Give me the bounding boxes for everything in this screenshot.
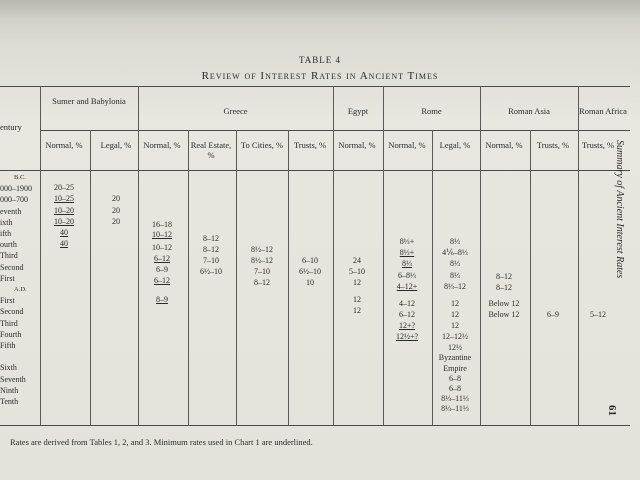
table-cell: 8⅓ xyxy=(402,259,412,269)
table-cell: 12½ xyxy=(448,343,462,353)
table-cell: 6–12 xyxy=(154,276,170,286)
column-divider xyxy=(530,130,531,425)
column-divider xyxy=(90,130,91,425)
column-header: Trusts, % xyxy=(536,140,570,150)
table-cell: 6–8⅓ xyxy=(398,270,416,280)
table-cell: 12+? xyxy=(398,320,416,330)
table-cell: 8–9 xyxy=(156,295,168,305)
century-label: Fifth xyxy=(0,341,16,350)
table-cell: 6–9 xyxy=(547,309,559,319)
table-cell: 24 xyxy=(353,256,361,265)
table-cell: 12 xyxy=(451,320,459,330)
table-cell: 8⅓–11⅓ xyxy=(441,393,469,403)
century-label: ixth xyxy=(0,217,13,227)
table-cell: 12 xyxy=(451,298,459,308)
century-label: Second xyxy=(0,262,24,272)
table-cell: 10–12 xyxy=(152,242,172,252)
table-cell: 8½–12 xyxy=(251,244,273,254)
table-cell: 6–8 xyxy=(449,373,461,383)
table-cell: 8–12 xyxy=(203,244,219,254)
table-cell: 8⅓ xyxy=(450,259,460,269)
region-header: Roman Africa xyxy=(579,106,627,116)
table-cell: 20 xyxy=(112,216,120,226)
table-cell: 8⅓ xyxy=(450,236,460,246)
page-number: 61 xyxy=(606,405,618,416)
table-cell: 10–25 xyxy=(54,194,74,204)
century-label: Ninth xyxy=(0,385,19,395)
table-cell: 8⅓+ xyxy=(399,236,415,246)
table-cell: 4–12+ xyxy=(396,281,418,291)
column-header: Trusts, % xyxy=(293,140,327,150)
column-header: Legal, % xyxy=(439,140,471,150)
century-label: Tenth xyxy=(0,397,19,406)
table-cell: 8–12 xyxy=(254,278,270,288)
table-cell: 6–10 xyxy=(302,256,318,265)
region-header: Roman Asia xyxy=(508,106,550,116)
table-cell: 10 xyxy=(306,278,314,288)
table-cell: Below 12 xyxy=(488,309,520,319)
table-cell: 12–12½ xyxy=(442,332,468,342)
table-cell: 8⅓ xyxy=(450,270,460,280)
century-label: Third xyxy=(0,251,18,261)
column-header: Normal, % xyxy=(485,140,523,150)
table-cell: 6–8 xyxy=(449,383,461,393)
table-cell: 10–12 xyxy=(152,230,172,240)
table-cell: 12 xyxy=(353,306,361,316)
table-cell: 12 xyxy=(353,278,361,288)
column-header: To Cities, % xyxy=(240,140,284,150)
table-cell: 6½–10 xyxy=(299,267,321,277)
table-cell: Below 12 xyxy=(488,298,520,308)
table-cell: 6–12 xyxy=(399,309,415,319)
table-cell: 40 xyxy=(60,228,68,237)
running-title: Summary of Ancient Interest Rates xyxy=(614,140,625,279)
table-number: TABLE 4 xyxy=(298,55,342,65)
table-cell: 20 xyxy=(112,194,120,204)
century-label: First xyxy=(0,296,15,306)
column-divider xyxy=(578,86,579,425)
table-cell: 8–12 xyxy=(496,282,512,292)
top-rule xyxy=(0,86,630,87)
table-cell: 16–18 xyxy=(152,220,172,230)
column-header: Normal, % xyxy=(338,140,376,150)
subheader-rule xyxy=(40,130,630,131)
column-divider xyxy=(188,130,189,425)
table-cell: 4⅙–8⅓ xyxy=(442,248,468,258)
column-divider xyxy=(480,86,481,425)
table-cell: 5–12 xyxy=(590,309,606,319)
table-cell: 6–9 xyxy=(156,264,168,274)
column-divider xyxy=(236,130,237,425)
footnote: Rates are derived from Tables 1, 2, and 3. Minimum rates used in Chart 1 are underlined. xyxy=(10,437,313,447)
column-header: Normal, % xyxy=(143,140,181,150)
century-label: Second xyxy=(0,307,24,317)
table-cell: 12½+? xyxy=(395,332,419,342)
century-label: ourth xyxy=(0,240,17,250)
region-header: Sumer and Babylonia xyxy=(52,96,126,106)
column-header: Legal, % xyxy=(100,140,132,150)
table-cell: 12 xyxy=(451,309,459,319)
century-label: Fourth xyxy=(0,329,22,339)
bottom-rule xyxy=(0,425,630,426)
table-cell: 10–20 xyxy=(54,205,74,215)
region-header: Greece xyxy=(223,106,248,116)
table-cell: Byzantine xyxy=(438,353,472,363)
century-label: 000–1900 xyxy=(0,184,32,194)
header-bottom-rule xyxy=(0,170,630,171)
table-cell: 8⅓+ xyxy=(399,248,415,258)
table-cell: 6½–10 xyxy=(200,267,222,277)
century-label: Third xyxy=(0,318,18,328)
century-label: ifth xyxy=(0,229,12,238)
column-header: Trusts, % xyxy=(581,140,615,150)
table-cell: 6–12 xyxy=(154,253,170,263)
region-header: Rome xyxy=(421,106,442,116)
column-header: Normal, % xyxy=(388,140,426,150)
century-label: eventh xyxy=(0,206,22,216)
table-cell: 40 xyxy=(60,239,68,249)
table-cell: 20–25 xyxy=(54,183,74,193)
table-cell: Empire xyxy=(443,363,467,373)
table-cell: 12 xyxy=(353,295,361,305)
table-cell: 5–10 xyxy=(349,267,365,277)
column-header: Real Estate, % xyxy=(190,140,232,160)
page-top-edge xyxy=(0,0,640,18)
column-header: Normal, % xyxy=(45,140,83,150)
table-cell: 10–20 xyxy=(54,216,74,226)
region-header: Egypt xyxy=(347,106,369,116)
table-cell: 8⅓–12 xyxy=(444,281,466,291)
century-label: B.C. xyxy=(14,174,26,181)
table-cell: 8–12 xyxy=(496,271,512,281)
century-label: First xyxy=(0,273,15,283)
table-cell: 20 xyxy=(112,205,120,215)
century-header: entury xyxy=(0,122,22,132)
table-title: Review of Interest Rates in Ancient Times xyxy=(201,70,439,82)
table-cell: 7–10 xyxy=(203,256,219,265)
century-label: Seventh xyxy=(0,374,26,384)
century-label: A.D. xyxy=(14,286,27,293)
table-cell: 7–10 xyxy=(254,267,270,277)
century-label: 000–700 xyxy=(0,195,28,205)
table-cell: 4–12 xyxy=(399,298,415,308)
table-cell: 8–12 xyxy=(203,233,219,243)
column-divider xyxy=(40,86,41,425)
table-cell: 8⅓–11⅓ xyxy=(441,403,469,413)
table-cell: 8½–12 xyxy=(251,256,273,265)
century-label: Sixth xyxy=(0,363,17,373)
